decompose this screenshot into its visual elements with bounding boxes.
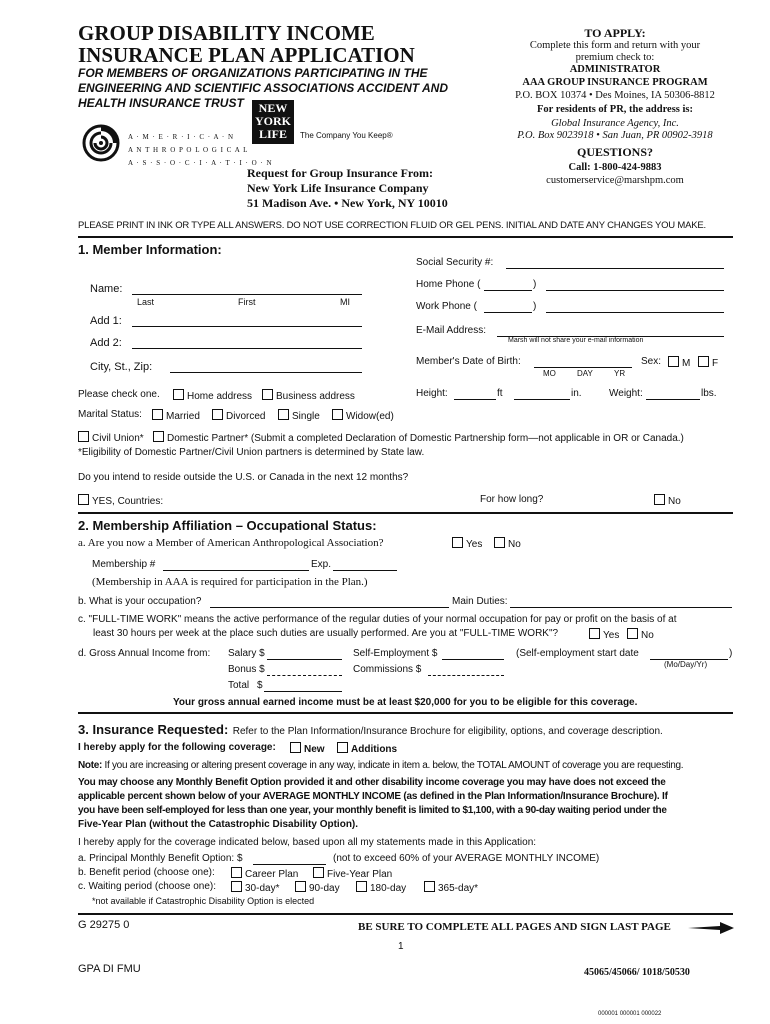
mi-caption: MI: [340, 297, 350, 307]
aaa-spiral-logo: [82, 124, 120, 162]
mo-caption: MO: [543, 369, 556, 378]
aaa-name-line1: A · M · E · R · I · C · A · N: [128, 133, 234, 141]
business-address-checkbox[interactable]: [262, 389, 273, 400]
mailing-address: P.O. BOX 10374 • Des Moines, IA 50306-8812: [515, 90, 715, 101]
exp-field[interactable]: [333, 570, 397, 571]
name-field[interactable]: [132, 294, 362, 295]
form-number: G 29275 0: [78, 919, 130, 931]
divider: [78, 712, 733, 714]
in-unit: in.: [571, 388, 582, 399]
membership-required-note: (Membership in AAA is required for participation in the Plan.): [92, 576, 368, 588]
civil-union-option[interactable]: Civil Union*: [78, 431, 144, 444]
member-yes-option[interactable]: Yes: [452, 537, 482, 550]
additions-option[interactable]: Additions: [337, 742, 397, 755]
name-label: Name:: [90, 283, 123, 295]
pr-heading: For residents of PR, the address is:: [536, 104, 694, 115]
work-phone-paren: ): [533, 301, 537, 312]
ink-instructions: PLEASE PRINT IN INK OR TYPE ALL ANSWERS. DO NOT USE CORRECTION FLUID OR GEL PENS. INITIAL AND DATE ANY CHANGES YOU MAKE.: [78, 220, 706, 231]
exp-label: Exp.: [311, 559, 332, 570]
waiting-30-checkbox[interactable]: [231, 881, 242, 892]
salary-field[interactable]: [267, 659, 342, 660]
five-year-plan-option[interactable]: Five-Year Plan: [313, 867, 392, 880]
self-employment-label: Self-Employment $: [353, 648, 438, 659]
fulltime-yes-option[interactable]: Yes: [589, 628, 619, 641]
home-address-option[interactable]: Home address: [173, 389, 252, 402]
form-codes: 45065/45066/ 1018/50530: [584, 967, 690, 978]
service-email: customerservice@marshpm.com: [546, 175, 684, 186]
sex-f-checkbox[interactable]: [698, 356, 709, 367]
sex-label: Sex:: [641, 356, 662, 367]
self-employment-field[interactable]: [442, 659, 504, 660]
complete-all-pages-note: BE SURE TO COMPLETE ALL PAGES AND SIGN LAST PAGE: [358, 921, 671, 933]
aaa-name-line2: A N T H R O P O L O G I C A L: [128, 146, 249, 154]
address-type-label: Please check one.: [78, 389, 160, 400]
home-phone-field[interactable]: [546, 290, 724, 291]
salary-label: Salary $: [228, 648, 265, 659]
total-dollar: $: [257, 680, 263, 691]
self-start-label: (Self-employment start date: [516, 648, 639, 659]
pr-address: P.O. Box 9023918 • San Juan, PR 00902-3918: [517, 130, 713, 141]
benefit-rule-line2: applicable percent shown below of your AVERAGE MONTHLY INCOME (as defined in the Plan Information/Insurance Brochure). If: [78, 791, 668, 802]
principal-benefit-label: a. Principal Monthly Benefit Option: $: [78, 853, 243, 864]
waiting-180-checkbox[interactable]: [356, 881, 367, 892]
reside-question: Do you intend to reside outside the U.S. or Canada in the next 12 months?: [78, 472, 409, 483]
benefit-period-label: b. Benefit period (choose one):: [78, 867, 215, 878]
divider: [78, 512, 733, 514]
subtitle-line1: FOR MEMBERS OF ORGANIZATIONS PARTICIPATING IN THE: [78, 66, 428, 80]
first-caption: First: [238, 297, 256, 307]
self-start-paren: ): [729, 648, 733, 659]
fulltime-no-option[interactable]: No: [627, 628, 654, 641]
waiting-365-checkbox[interactable]: [424, 881, 435, 892]
occupation-label: b. What is your occupation?: [78, 596, 202, 607]
email-label: E-Mail Address:: [416, 325, 487, 336]
phone-number: Call: 1-800-424-9883: [568, 162, 662, 173]
eligibility-note: *Eligibility of Domestic Partner/Civil Union partners is determined by State law.: [78, 447, 425, 458]
fulltime-definition-line2: least 30 hours per week at the place such duties are usually performed. Are you at "FULL-TIME WORK"?: [93, 628, 559, 639]
ssn-field[interactable]: [506, 268, 724, 269]
city-label: City, St., Zip:: [90, 361, 153, 373]
gpa-code: GPA DI FMU: [78, 963, 141, 975]
pr-agency: Global Insurance Agency, Inc.: [551, 118, 679, 129]
domestic-partner-option[interactable]: Domestic Partner* (Submit a completed Declaration of Domestic Partnership form—not applicable in OR or Canada.): [153, 431, 684, 444]
administrator: ADMINISTRATOR: [569, 64, 661, 75]
membership-field[interactable]: [163, 570, 309, 571]
additions-checkbox[interactable]: [337, 742, 348, 753]
sex-f-option[interactable]: F: [698, 356, 718, 369]
program-name: AAA GROUP INSURANCE PROGRAM: [522, 77, 708, 88]
benefit-rule-line3: you have been self-employed for less than one year, your monthly benefit is limited to $1,100, with a 90-day waiting period under the: [78, 805, 667, 816]
questions-heading: QUESTIONS?: [576, 145, 654, 159]
section1-title: 1. Member Information:: [78, 242, 222, 257]
section3-reference: Refer to the Plan Information/Insurance Brochure for eligibility, options, and coverage description.: [232, 726, 663, 737]
yr-caption: YR: [614, 369, 626, 378]
commissions-label: Commissions $: [353, 664, 422, 675]
five-year-plan-checkbox[interactable]: [313, 867, 324, 878]
aaa-name-line3: A · S · S · O · C · I · A · T · I · O · N: [128, 159, 273, 167]
form-title-line1: GROUP DISABILITY INCOME: [78, 21, 375, 45]
bonus-field[interactable]: [267, 675, 342, 676]
height-label: Height:: [416, 388, 448, 399]
mo-day-yr-caption: (Mo/Day/Yr): [664, 660, 708, 669]
married-checkbox[interactable]: [152, 409, 163, 420]
married-option[interactable]: Married: [152, 409, 200, 422]
height-ft-field[interactable]: [454, 399, 496, 400]
ssn-label: Social Security #:: [416, 257, 494, 268]
sex-m-checkbox[interactable]: [668, 356, 679, 367]
waiting-period-label: c. Waiting period (choose one):: [78, 881, 217, 892]
new-option[interactable]: New: [290, 742, 325, 755]
career-plan-option[interactable]: Career Plan: [231, 867, 298, 880]
principal-benefit-limit: (not to exceed 60% of your AVERAGE MONTHLY INCOME): [333, 853, 600, 864]
total-label: Total: [228, 680, 250, 691]
aaa-member-question: a. Are you now a Member of American Anthropological Association?: [78, 537, 384, 549]
add1-label: Add 1:: [90, 315, 122, 327]
member-no-checkbox[interactable]: [494, 537, 505, 548]
waiting-180-option[interactable]: 180-day: [356, 881, 406, 894]
home-phone-paren: ): [533, 279, 537, 290]
principal-benefit-field[interactable]: [253, 864, 326, 865]
add1-field[interactable]: [132, 326, 362, 327]
member-yes-checkbox[interactable]: [452, 537, 463, 548]
sex-m-option[interactable]: M: [668, 356, 690, 369]
subtitle-line3: HEALTH INSURANCE TRUST: [78, 96, 244, 110]
widowed-checkbox[interactable]: [332, 409, 343, 420]
new-york-life-logo: NEW YORK LIFE: [252, 100, 294, 144]
fulltime-no-checkbox[interactable]: [627, 628, 638, 639]
yes-countries-option[interactable]: YES, Countries:: [78, 494, 163, 507]
to-apply-heading: TO APPLY:: [584, 26, 646, 40]
bonus-label: Bonus $: [228, 664, 265, 675]
divorced-checkbox[interactable]: [212, 409, 223, 420]
apply-for-label: I hereby apply for the following coverage:: [78, 742, 276, 753]
dob-label: Member's Date of Birth:: [416, 356, 521, 367]
income-requirement-notice: Your gross annual earned income must be at least $20,000 for you to be eligible for this coverage.: [173, 697, 638, 708]
career-plan-checkbox[interactable]: [231, 867, 242, 878]
civil-union-checkbox[interactable]: [78, 431, 89, 442]
occupation-field[interactable]: [210, 607, 449, 608]
home-address-checkbox[interactable]: [173, 389, 184, 400]
not-available-note: *not available if Catastrophic Disability Option is elected: [92, 896, 315, 906]
dob-field[interactable]: [534, 367, 632, 368]
new-checkbox[interactable]: [290, 742, 301, 753]
divider: [78, 236, 733, 238]
waiting-365-option[interactable]: 365-day*: [424, 881, 478, 894]
city-field[interactable]: [170, 372, 362, 373]
benefit-rule-line4: Five-Year Plan (without the Catastrophic Disability Option).: [78, 819, 359, 830]
marital-label: Marital Status:: [78, 409, 142, 420]
ft-unit: ft: [497, 388, 503, 399]
divorced-option[interactable]: Divorced: [212, 409, 265, 422]
home-phone-area[interactable]: [484, 290, 532, 291]
coverage-note: Note: If you are increasing or altering present coverage in any way, indicate in item a. below, the TOTAL AMOUNT of coverage you are requesting.: [78, 760, 684, 771]
nyl-tagline: The Company You Keep®: [300, 131, 393, 140]
commissions-field[interactable]: [428, 675, 504, 676]
widowed-option[interactable]: Widow(ed): [332, 409, 394, 422]
section2-title: 2. Membership Affiliation – Occupational Status:: [78, 518, 377, 533]
work-phone-area[interactable]: [484, 312, 532, 313]
single-checkbox[interactable]: [278, 409, 289, 420]
request-line2: New York Life Insurance Company: [247, 181, 429, 195]
business-address-option[interactable]: Business address: [262, 389, 355, 402]
waiting-30-option[interactable]: 30-day*: [231, 881, 279, 894]
to-apply-line1: Complete this form and return with your: [529, 40, 701, 51]
add2-field[interactable]: [132, 348, 362, 349]
income-label: d. Gross Annual Income from:: [78, 648, 211, 659]
day-caption: DAY: [577, 369, 593, 378]
waiting-90-checkbox[interactable]: [295, 881, 306, 892]
membership-label: Membership #: [92, 559, 156, 570]
email-note: Marsh will not share your e-mail information: [508, 337, 644, 344]
to-apply-line2: premium check to:: [575, 52, 655, 63]
based-on-statements: I hereby apply for the coverage indicated below, based upon all my statements made in this Application:: [78, 837, 537, 848]
last-caption: Last: [137, 297, 155, 307]
member-no-option[interactable]: No: [494, 537, 521, 550]
total-field[interactable]: [264, 691, 342, 692]
section3-title-row: [78, 721, 663, 739]
form-title-line2: INSURANCE PLAN APPLICATION: [78, 43, 415, 67]
work-phone-label: Work Phone (: [416, 301, 477, 312]
subtitle-line2: ENGINEERING AND SCIENTIFIC ASSOCIATIONS ACCIDENT AND: [78, 81, 449, 95]
height-in-field[interactable]: [514, 399, 570, 400]
fulltime-yes-checkbox[interactable]: [589, 628, 600, 639]
divider: [78, 913, 733, 915]
how-long-label: For how long?: [480, 494, 544, 505]
work-phone-field[interactable]: [546, 312, 724, 313]
yes-countries-checkbox[interactable]: [78, 494, 89, 505]
waiting-90-option[interactable]: 90-day: [295, 881, 340, 894]
print-codes: 000001 000001 000022: [598, 1011, 662, 1017]
arrow-right-icon: [688, 921, 734, 933]
main-duties-field[interactable]: [510, 607, 732, 608]
fulltime-definition-line1: c. "FULL-TIME WORK" means the active performance of the regular duties of your normal occupation for pay or profit on the basis of at: [78, 614, 677, 625]
lbs-unit: lbs.: [701, 388, 717, 399]
request-line1: Request for Group Insurance From:: [247, 166, 433, 180]
benefit-rule-line1: You may choose any Monthly Benefit Option provided it and other disability income coverage you may have does not exceed the: [78, 777, 666, 788]
main-duties-label: Main Duties:: [452, 596, 508, 607]
domestic-partner-checkbox[interactable]: [153, 431, 164, 442]
request-line3: 51 Madison Ave. • New York, NY 10010: [247, 196, 448, 210]
weight-field[interactable]: [646, 399, 700, 400]
weight-label: Weight:: [609, 388, 643, 399]
add2-label: Add 2:: [90, 337, 122, 349]
reside-no-checkbox[interactable]: [654, 494, 665, 505]
page-number: 1: [398, 941, 404, 952]
reside-no-option[interactable]: No: [654, 494, 681, 507]
to-apply-block: [470, 26, 760, 187]
single-option[interactable]: Single: [278, 409, 320, 422]
home-phone-label: Home Phone (: [416, 279, 481, 290]
section3-title: 3. Insurance Requested:: [78, 722, 229, 737]
